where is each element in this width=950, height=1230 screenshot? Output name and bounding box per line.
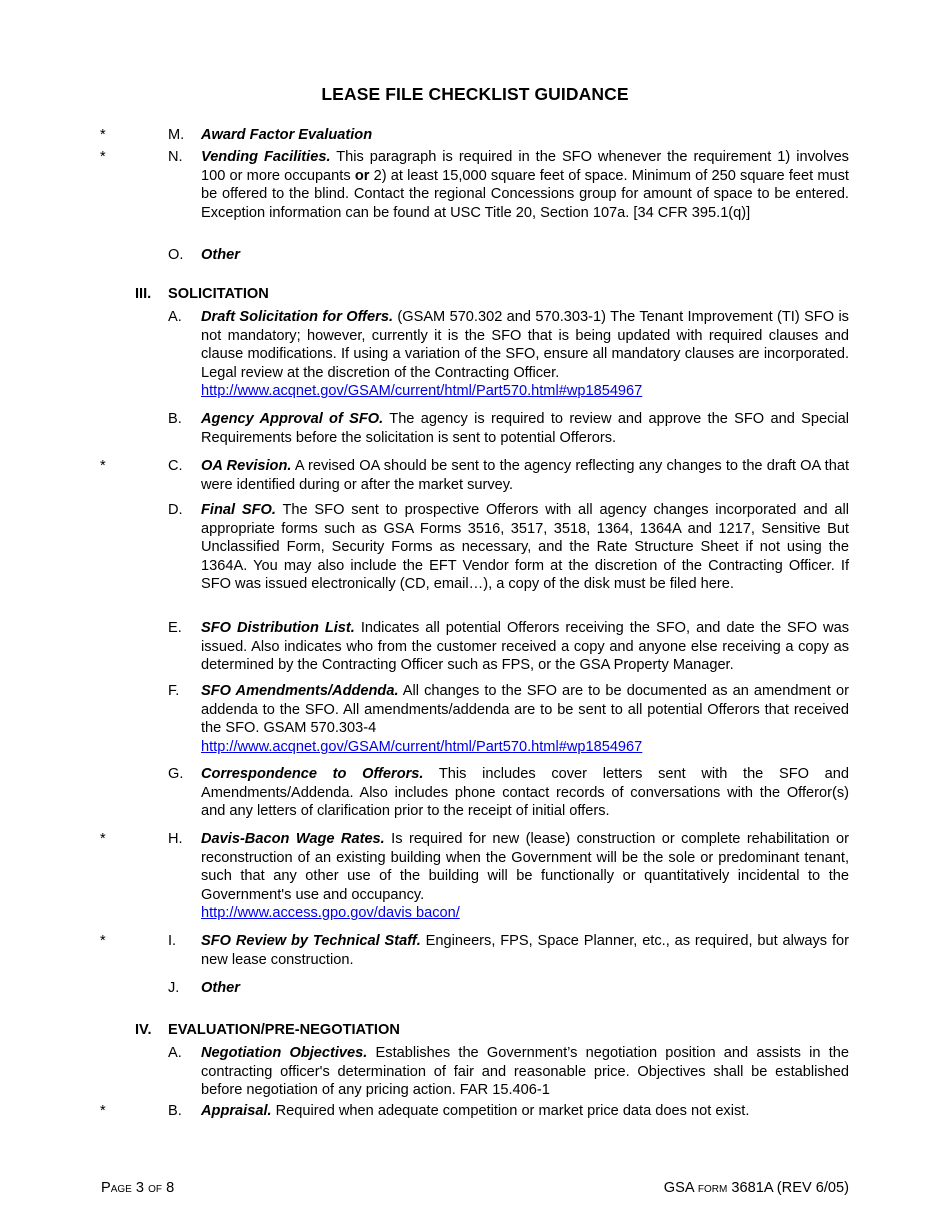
item-heading: SFO Distribution List. (201, 620, 355, 636)
asterisk-marker: * (100, 127, 106, 143)
item-heading: Vending Facilities. (201, 149, 331, 165)
page-current: 3 (135, 1180, 145, 1196)
item-body (201, 126, 849, 145)
item-body (201, 1102, 849, 1121)
item-heading: Davis-Bacon Wage Rates. (201, 831, 385, 847)
item-heading: SFO Amendments/Addenda. (201, 683, 399, 699)
item-body (201, 410, 849, 447)
item-letter: F. (168, 683, 180, 699)
item-heading: SFO Review by Technical Staff. (201, 933, 421, 949)
asterisk-marker: * (100, 933, 106, 949)
item-heading: Correspondence to Offerors. (201, 766, 424, 782)
item-heading: OA Revision. (201, 458, 292, 474)
item-text: This paragraph is required in the SFO whenever the requirement 1) involves 100 or more occupants (201, 149, 849, 184)
item-letter: A. (168, 1045, 182, 1061)
form-suffix: 3681A (REV 6/05) (731, 1180, 849, 1196)
section-number: III. (135, 286, 152, 302)
item-text: All changes to the SFO are to be documented as an amendment or addenda to the SFO. All amendments/addenda are to be sent to all potential Offerors that received the SFO. GSAM 570.303-4 (201, 683, 849, 737)
item-text: Is required for new (lease) construction or complete rehabilitation or reconstruction of an existing building when the Government will be the sole or predominant tenant, such that any other use of the building will be functionally or quantitatively incidental to the Government's use and occupancy. (201, 831, 849, 903)
page-total: 8 (166, 1180, 175, 1196)
item-heading: Draft Solicitation for Offers. (201, 309, 394, 325)
form-word: form (697, 1180, 728, 1196)
item-body (201, 932, 849, 969)
item-bold-word: or (354, 167, 370, 184)
gsam-part570-link[interactable]: http://www.acqnet.gov/GSAM/current/html/Part570.html#wp1854967 (201, 383, 643, 400)
item-letter: G. (168, 766, 184, 782)
item-heading: Agency Approval of SFO. (201, 411, 384, 427)
item-heading: Appraisal. (201, 1103, 272, 1119)
item-body (201, 619, 849, 675)
item-text: Engineers, FPS, Space Planner, etc., as required, but always for new lease construction. (201, 933, 849, 968)
item-heading: Other (201, 980, 240, 996)
asterisk-marker: * (100, 1103, 106, 1119)
form-number (664, 1180, 849, 1196)
item-body (201, 308, 849, 401)
item-letter: A. (168, 309, 182, 325)
item-text: Required when adequate competition or market price data does not exist. (271, 1103, 750, 1119)
item-heading: Final SFO. (201, 502, 276, 518)
item-letter: J. (168, 980, 180, 996)
item-body (201, 979, 849, 998)
page-word: Page (101, 1180, 132, 1196)
davis-bacon-link[interactable]: http://www.access.gpo.gov/davis bacon/ (201, 905, 460, 922)
item-letter: N. (168, 149, 183, 165)
section-title: SOLICITATION (168, 286, 269, 302)
gsam-part570-link[interactable]: http://www.acqnet.gov/GSAM/current/html/Part570.html#wp1854967 (201, 738, 643, 755)
item-body (201, 457, 849, 494)
of-word: of (148, 1180, 162, 1196)
asterisk-marker: * (100, 831, 106, 847)
page-number (101, 1180, 174, 1196)
asterisk-marker: * (100, 458, 106, 474)
item-heading: Award Factor Evaluation (201, 127, 373, 143)
page-title: LEASE FILE CHECKLIST GUIDANCE (321, 84, 629, 104)
item-text: 2) at least 15,000 square feet of space. Minimum of 250 square feet must be offered to the blind. Contact the regional Concessions group for amount of space to be entered. Exception information can be found at USC Title 20, Section 107a. [34 CFR 395.1(q)] (201, 167, 849, 221)
item-heading: Negotiation Objectives. (201, 1045, 368, 1061)
item-text: The SFO sent to prospective Offerors with all agency changes incorporated and all appropriate forms such as GSA Forms 3516, 3517, 3518, 1364, 1364A and 1217, Sensitive But Unclassified Form, Security Forms as necessary, and the Rate Structure Sheet if not using the 1364A. You may also include the EFT Vendor form at the discretion of the Contracting Officer. If SFO was issued electronically (CD, email…), a copy of the disk must be filed here. (201, 502, 849, 593)
item-letter: I. (168, 933, 177, 949)
item-text: This includes cover letters sent with the SFO and Amendments/Addenda. Also includes phone contact records of conversations with the Offeror(s) and any letters of clarification prior to the receipt of initial offers. (201, 766, 849, 820)
item-body (201, 682, 849, 756)
section-title: EVALUATION/PRE-NEGOTIATION (168, 1022, 400, 1038)
item-text: Indicates all potential Offerors receiving the SFO, and date the SFO was issued. Also indicates who from the customer received a copy and anyone else receiving a copy as determined by the Contracting Officer such as FPS, or the GSA Property Manager. (201, 620, 849, 674)
item-text: The agency is required to review and approve the SFO and Special Requirements before the solicitation is sent to potential Offerors. (201, 411, 849, 446)
item-heading: Other (201, 247, 240, 263)
item-letter: B. (168, 1103, 182, 1119)
item-body (201, 501, 849, 594)
item-text: (GSAM 570.302 and 570.303-1) The Tenant Improvement (TI) SFO is not mandatory; however, currently it is the SFO that is being updated with required clauses and clause modifications. If using a variation of the SFO, ensure all mandatory clauses are incorporated. Legal review at the discretion of the Contracting Officer. (201, 309, 849, 381)
item-text: Establishes the Government’s negotiation position and assists in the contracting officer's determination of fair and reasonable price. Objectives shall be established before negotiation of any pricing action. FAR 15.406-1 (201, 1045, 849, 1099)
item-text: A revised OA should be sent to the agency reflecting any changes to the draft OA that were identified during or after the market survey. (201, 458, 849, 493)
item-body (201, 246, 849, 265)
item-letter: O. (168, 247, 184, 263)
item-body (201, 830, 849, 923)
item-letter: M. (168, 127, 185, 143)
item-body (201, 765, 849, 821)
asterisk-marker: * (100, 149, 106, 165)
item-letter: H. (168, 831, 183, 847)
section-number: IV. (135, 1022, 152, 1038)
item-letter: D. (168, 502, 183, 518)
item-body (201, 1044, 849, 1100)
item-letter: C. (168, 458, 183, 474)
item-letter: B. (168, 411, 182, 427)
form-prefix: GSA (663, 1180, 694, 1196)
item-body (201, 148, 849, 222)
item-letter: E. (168, 620, 182, 636)
